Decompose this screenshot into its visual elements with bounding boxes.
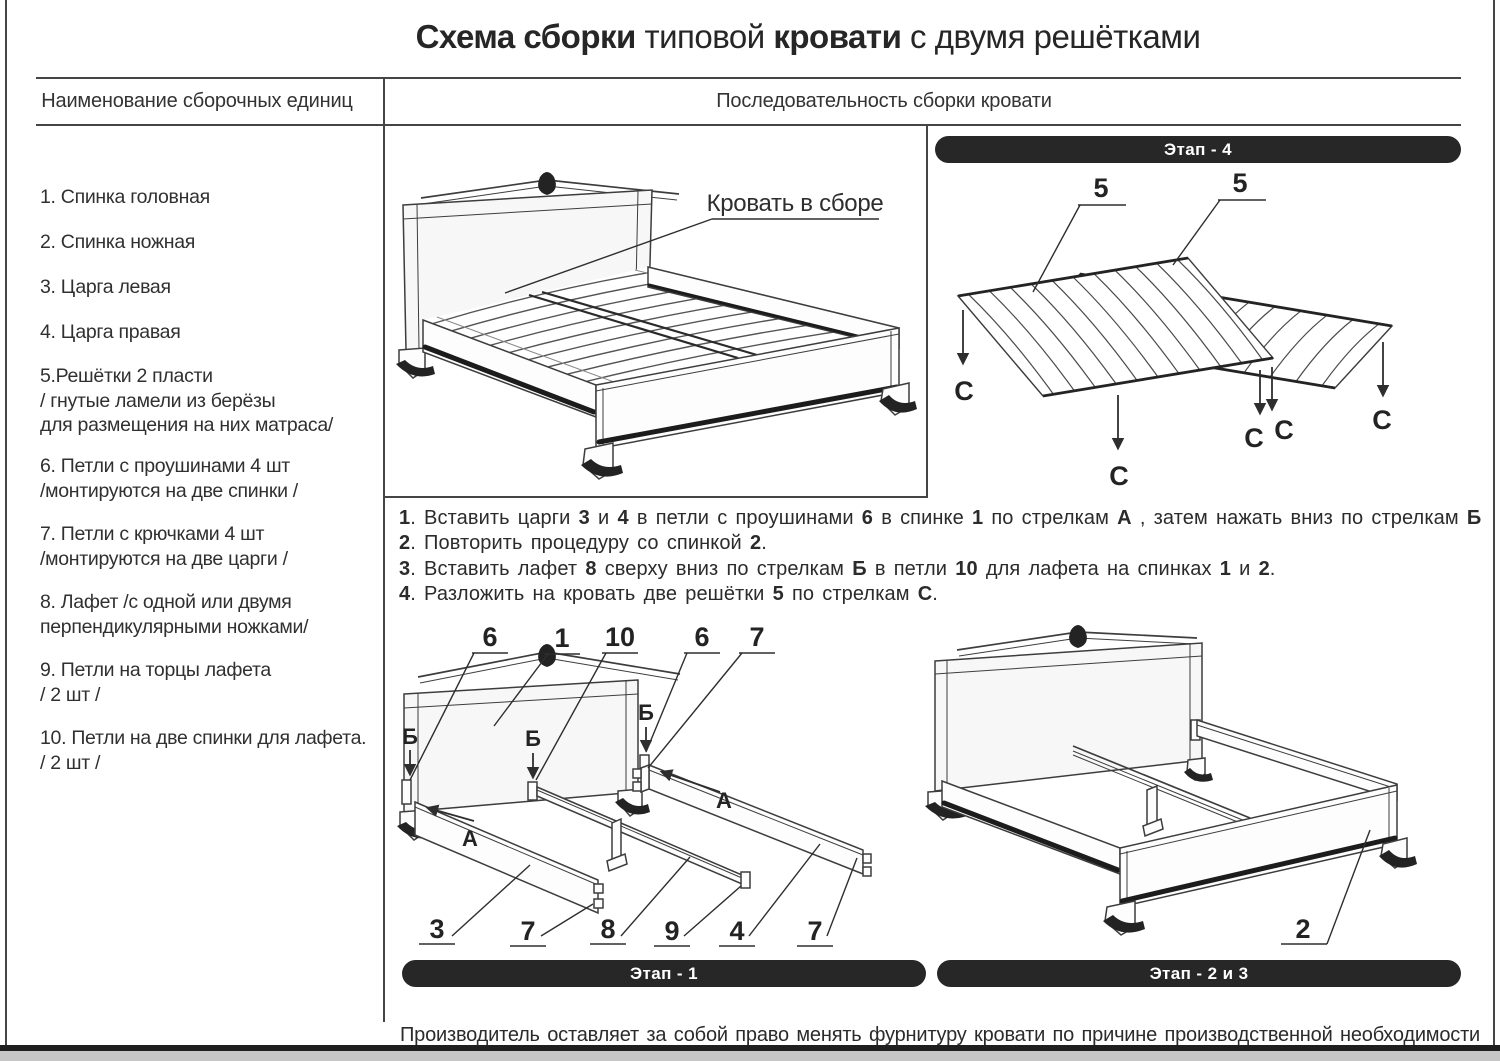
- page-title: [416, 18, 1201, 56]
- headboard-ornament: [538, 172, 556, 195]
- side-rail-far: [1197, 720, 1397, 800]
- arrow-letter-b: Б: [638, 700, 654, 725]
- stage-4-pill: Этап - 4: [935, 136, 1461, 163]
- callout-5: 5: [1232, 168, 1248, 198]
- assembly-instructions: [399, 506, 1482, 608]
- instruction-line: 3. Вставить лафет 8 сверху вниз по стрелкам Б в петли 10 для лафета на спинках 1 и 2.: [399, 557, 1276, 580]
- hinge-10: [528, 782, 537, 800]
- arrow-letter-a: А: [462, 826, 478, 851]
- arrow-letter-c: С: [1372, 405, 1392, 435]
- arrow-letter-b: Б: [525, 726, 541, 751]
- instruction-line: 1. Вставить царги 3 и 4 в петли с проушинами 6 в спинке 1 по стрелкам А , затем нажать вниз по стрелкам Б: [399, 507, 1482, 529]
- callout-10: 10: [604, 622, 636, 652]
- stage-1-pill: Этап - 1: [402, 960, 926, 987]
- title-part: Схема сборки: [415, 18, 636, 55]
- callout-1: 1: [554, 623, 570, 653]
- parts-column-header: Наименование сборочных единиц: [41, 90, 353, 112]
- page-left-border: [5, 0, 7, 1046]
- parts-list-item: 9. Петли на торцы лафета / 2 шт /: [40, 659, 271, 706]
- arrow-letter-c: С: [1109, 461, 1129, 491]
- sequence-column-header: Последовательность сборки кровати: [716, 90, 1052, 112]
- page-bottom-shadow: [0, 1051, 1500, 1061]
- headboard-part-1: [404, 680, 638, 812]
- hinge-9: [741, 872, 750, 888]
- parts-list-item: 2. Спинка ножная: [40, 231, 196, 253]
- parts-list-item: 5.Решётки 2 пласти / гнутые ламели из берёзы для размещения на них матраса/: [40, 365, 334, 436]
- parts-list-item: 1. Спинка головная: [40, 186, 210, 208]
- parts-list-item: 4. Царга правая: [40, 321, 181, 343]
- divider-header-bottom: [36, 124, 1461, 126]
- callout-7: 7: [520, 916, 536, 946]
- hinge-6: [402, 780, 411, 804]
- assembled-label: Кровать в сборе: [706, 190, 884, 217]
- instruction-line: 2. Повторить процедуру со спинкой 2.: [399, 532, 767, 555]
- assembled-bed-diagram: [385, 127, 925, 496]
- arrow-letter-c: С: [954, 376, 974, 406]
- callout-7: 7: [807, 916, 823, 946]
- stage-2-3-diagram: [895, 622, 1500, 958]
- headboard-ornament: [1069, 625, 1087, 648]
- instruction-line: 4. Разложить на кровать две решётки 5 по стрелкам С.: [399, 583, 938, 606]
- callout-6: 6: [482, 622, 498, 652]
- parts-list-item: 6. Петли с проушинами 4 шт /монтируются на две спинки /: [40, 455, 298, 502]
- parts-list-item: 8. Лафет /с одной или двумя перпендикулярными ножками/: [40, 591, 309, 638]
- parts-list-item: 7. Петли с крючками 4 шт /монтируются на две царги /: [40, 523, 288, 570]
- parts-list-item: 3. Царга левая: [40, 276, 171, 298]
- stage-1-diagram: [390, 622, 930, 958]
- arrow-letter-b: Б: [402, 724, 418, 749]
- footer-note: Производитель оставляет за собой право менять фурнитуру кровати по причине производственной необходимости: [400, 1024, 1480, 1046]
- lattice-left: [958, 258, 1273, 396]
- title-part: типовой: [635, 18, 774, 55]
- title-part: с двумя решётками: [901, 18, 1201, 55]
- callout-7: 7: [749, 622, 765, 652]
- stage-4-diagram: [930, 163, 1465, 498]
- stage-2-3-pill: Этап - 2 и 3: [937, 960, 1461, 987]
- callout-3: 3: [429, 914, 445, 944]
- arrow-letter-c: С: [1244, 423, 1264, 453]
- callout-8: 8: [600, 914, 616, 944]
- assembled-box-right-border: [926, 124, 928, 498]
- callout-2: 2: [1295, 914, 1311, 944]
- callout-5: 5: [1093, 173, 1109, 203]
- title-part: кровати: [773, 18, 902, 55]
- divider-top: [36, 77, 1461, 79]
- parts-list-item: 10. Петли на две спинки для лафета. / 2 шт /: [40, 727, 367, 774]
- callout-6: 6: [694, 622, 710, 652]
- arrow-letter-a: А: [716, 788, 732, 813]
- arrow-letter-c: С: [1274, 415, 1294, 445]
- callout-4: 4: [729, 916, 745, 946]
- callout-9: 9: [664, 916, 680, 946]
- assembled-box-bottom-border: [383, 496, 928, 498]
